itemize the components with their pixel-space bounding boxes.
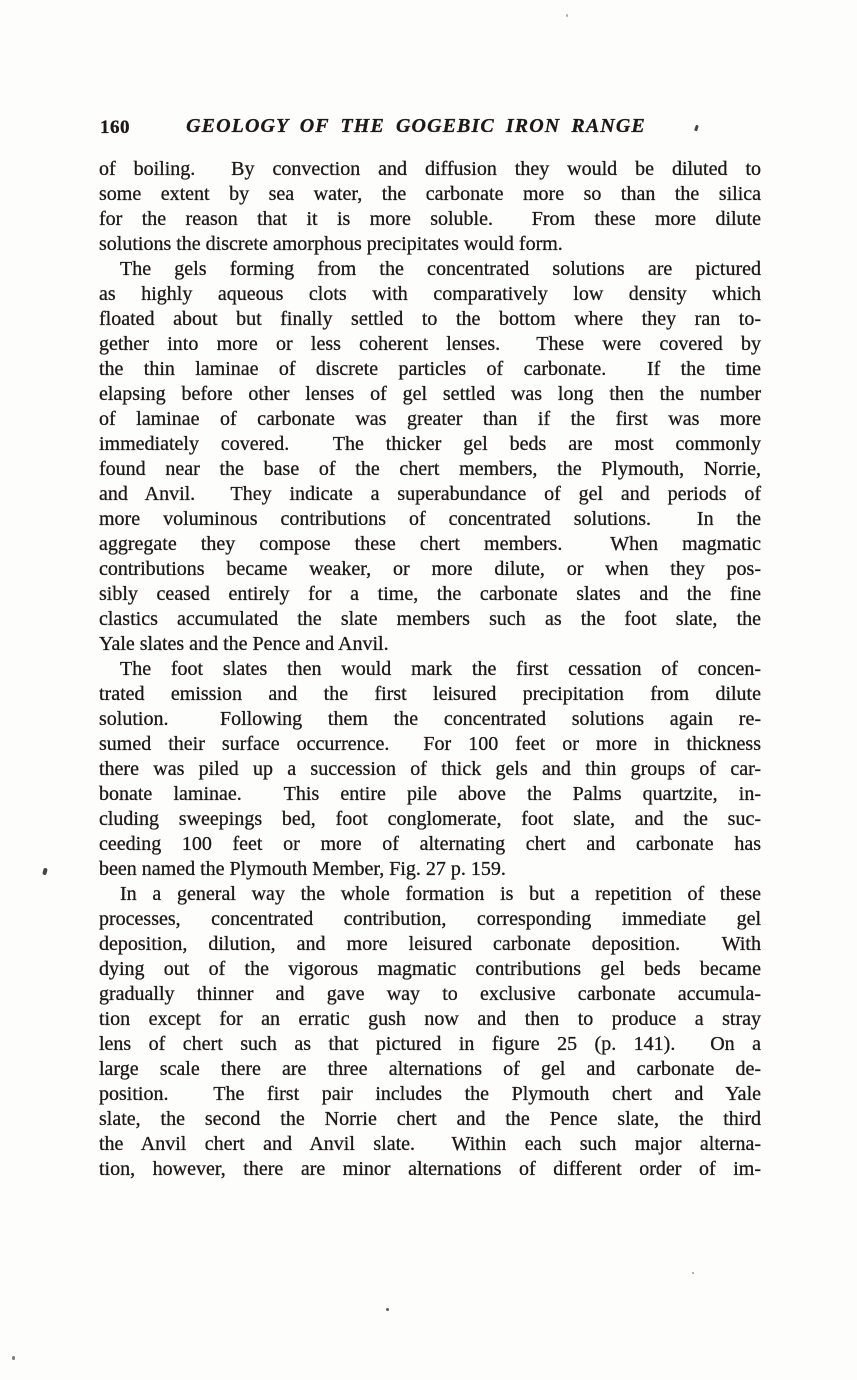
text-line: The gels forming from the concentrated solutions are pictured bbox=[120, 258, 761, 280]
text-line: tion, however, there are minor alternations of different order of im- bbox=[99, 1158, 761, 1180]
scan-speck bbox=[42, 868, 48, 876]
text-line: sibly ceased entirely for a time, the carbonate slates and the fine bbox=[99, 583, 761, 605]
text-line: The foot slates then would mark the first cessation of concen- bbox=[120, 658, 761, 680]
text-line: slate, the second the Norrie chert and the Pence slate, the third bbox=[99, 1108, 761, 1130]
text-line: solution. Following them the concentrated solutions again re- bbox=[99, 708, 761, 730]
text-line: lens of chert such as that pictured in figure 25 (p. 141). On a bbox=[99, 1033, 761, 1055]
paragraph bbox=[99, 157, 761, 257]
text-line: for the reason that it is more soluble. From these more dilute bbox=[99, 208, 761, 230]
scan-speck bbox=[12, 1356, 15, 1360]
paragraph bbox=[99, 882, 761, 1182]
scan-speck bbox=[386, 1308, 389, 1311]
text-line: gether into more or less coherent lenses. These were covered by bbox=[99, 333, 761, 355]
text-line: there was piled up a succession of thick gels and thin groups of car- bbox=[99, 758, 761, 780]
text-line: sumed their surface occurrence. For 100 feet or more in thickness bbox=[99, 733, 761, 755]
scan-speck bbox=[566, 14, 568, 17]
text-line: found near the base of the chert members, the Plymouth, Norrie, bbox=[99, 458, 761, 480]
text-line: Yale slates and the Pence and Anvil. bbox=[99, 633, 389, 655]
text-line: been named the Plymouth Member, Fig. 27 p. 159. bbox=[99, 858, 506, 880]
text-line: contributions became weaker, or more dilute, or when they pos- bbox=[99, 558, 761, 580]
text-line: the Anvil chert and Anvil slate. Within each such major alterna- bbox=[99, 1133, 761, 1155]
running-header-title: GEOLOGY OF THE GOGEBIC IRON RANGE bbox=[186, 115, 646, 137]
text-line: aggregate they compose these chert members. When magmatic bbox=[99, 533, 761, 555]
text-line: ceeding 100 feet or more of alternating chert and carbonate has bbox=[99, 833, 761, 855]
text-line: processes, concentrated contribution, corresponding immediate gel bbox=[99, 908, 761, 930]
paragraph bbox=[99, 657, 761, 882]
page-body bbox=[99, 157, 761, 1182]
text-line: gradually thinner and gave way to exclusive carbonate accumula- bbox=[99, 983, 761, 1005]
text-line: as highly aqueous clots with comparatively low density which bbox=[99, 283, 761, 305]
text-line: clastics accumulated the slate members such as the foot slate, the bbox=[99, 608, 761, 630]
text-line: In a general way the whole formation is but a repetition of these bbox=[120, 883, 761, 905]
text-line: trated emission and the first leisured precipitation from dilute bbox=[99, 683, 761, 705]
text-line: elapsing before other lenses of gel settled was long then the number bbox=[99, 383, 761, 405]
text-line: immediately covered. The thicker gel beds are most commonly bbox=[99, 433, 761, 455]
paragraph bbox=[99, 257, 761, 657]
text-line: and Anvil. They indicate a superabundance of gel and periods of bbox=[99, 483, 761, 505]
text-line: bonate laminae. This entire pile above the Palms quartzite, in- bbox=[99, 783, 761, 805]
text-line: large scale there are three alternations of gel and carbonate de- bbox=[99, 1058, 761, 1080]
text-line: deposition, dilution, and more leisured carbonate deposition. With bbox=[99, 933, 761, 955]
scan-speck bbox=[692, 1272, 694, 1274]
text-line: dying out of the vigorous magmatic contributions gel beds became bbox=[99, 958, 761, 980]
text-line: position. The first pair includes the Plymouth chert and Yale bbox=[99, 1083, 761, 1105]
running-header bbox=[99, 115, 761, 143]
text-line: more voluminous contributions of concentrated solutions. In the bbox=[99, 508, 761, 530]
text-line: solutions the discrete amorphous precipitates would form. bbox=[99, 233, 563, 255]
text-line: the thin laminae of discrete particles of carbonate. If the time bbox=[99, 358, 761, 380]
text-line: cluding sweepings bed, foot conglomerate, foot slate, and the suc- bbox=[99, 808, 761, 830]
page-number: 160 bbox=[100, 117, 130, 138]
text-line: of laminae of carbonate was greater than if the first was more bbox=[99, 408, 761, 430]
text-line: floated about but finally settled to the bottom where they ran to- bbox=[99, 308, 761, 330]
text-line: of boiling. By convection and diffusion they would be diluted to bbox=[99, 158, 761, 180]
text-line: tion except for an erratic gush now and then to produce a stray bbox=[99, 1008, 761, 1030]
text-line: some extent by sea water, the carbonate more so than the silica bbox=[99, 183, 761, 205]
